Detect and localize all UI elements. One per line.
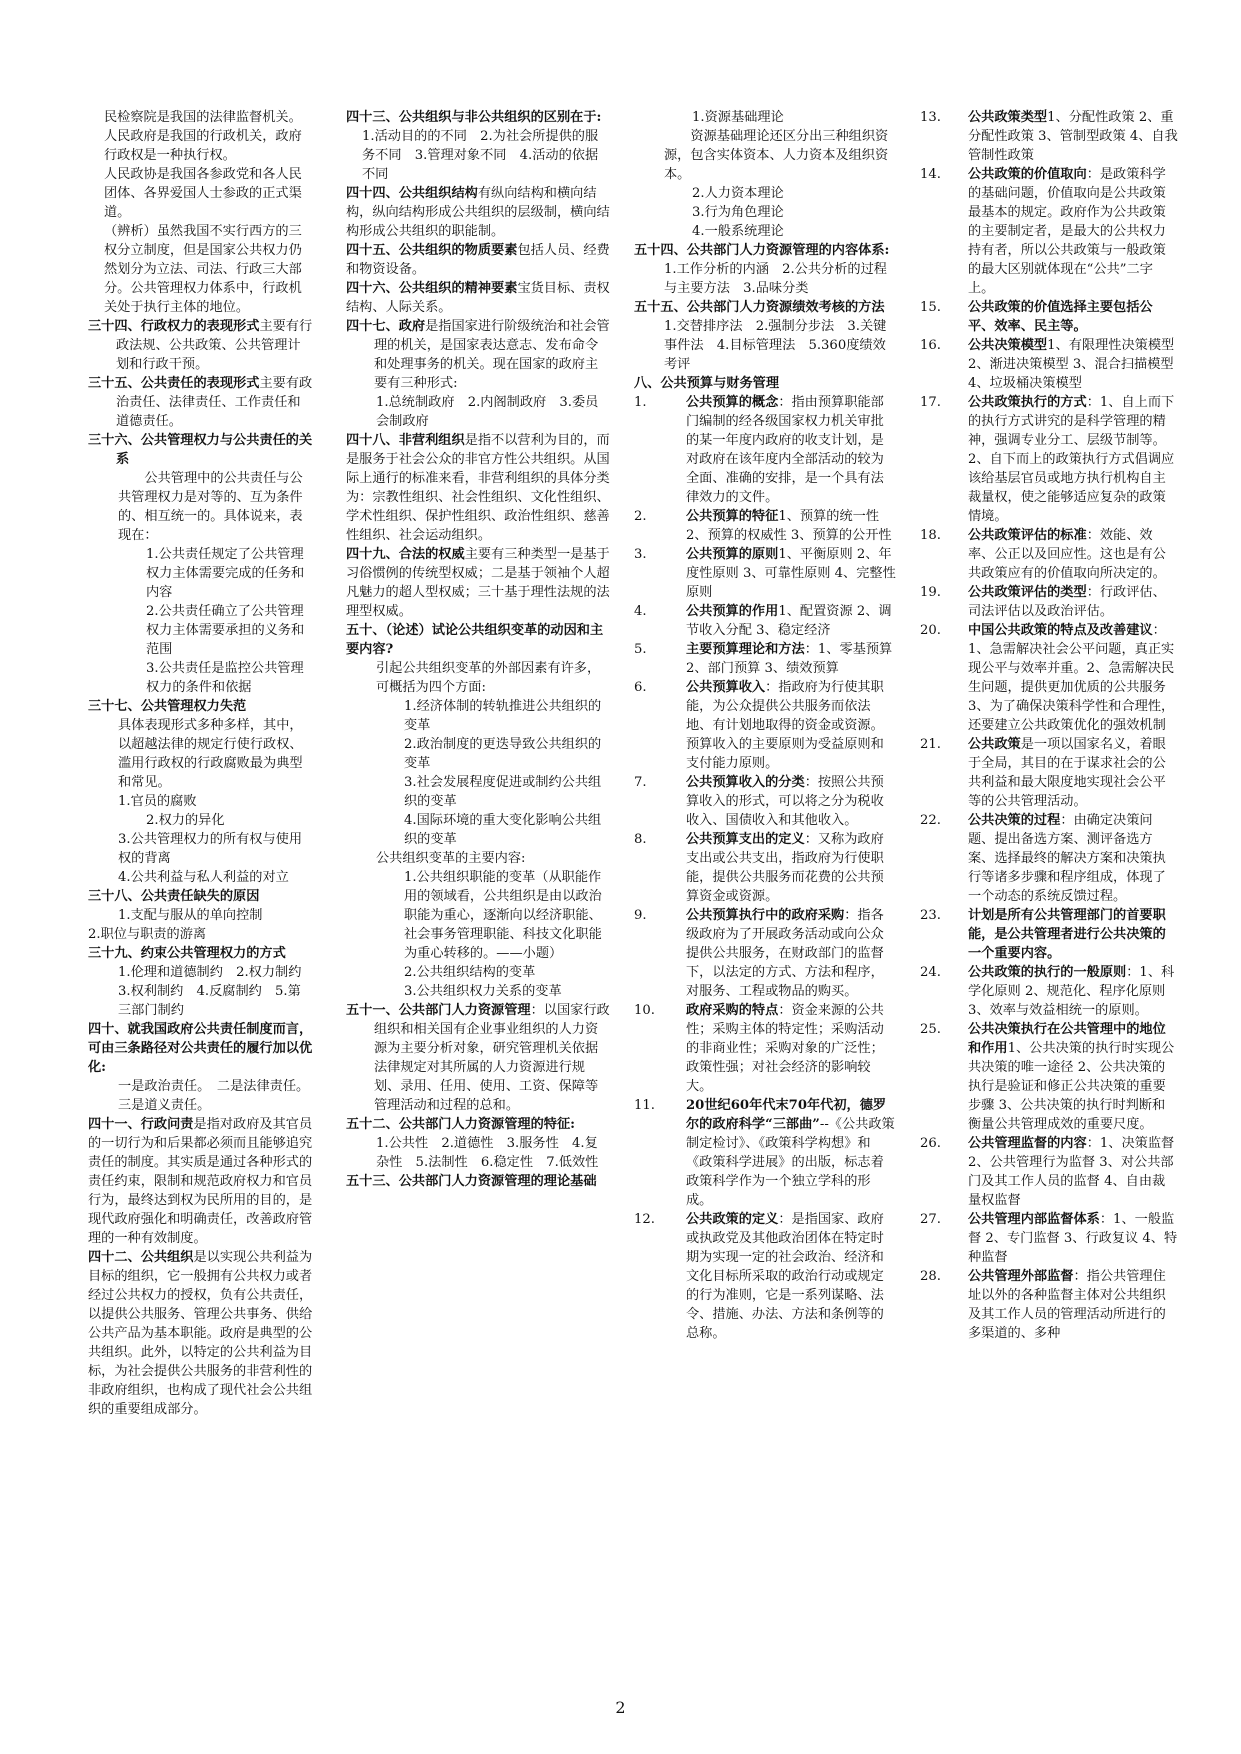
item-text: 是一项以国家名义，着眼于全局，其目的在于谋求社会的公共利益和最大限度地实现社会公平等的公共管理活动。 xyxy=(968,737,1166,809)
section-heading-paragraph xyxy=(346,279,610,317)
item-text: ：1、决策监督 2、公共管理行为监督 3、对公共部门及其工作人员的监督 4、自由裁量权监督 xyxy=(968,1136,1175,1208)
item-number: 7. xyxy=(634,775,647,790)
section-heading-paragraph xyxy=(346,621,610,659)
item-heading: 公共政策的执行的一般原则 xyxy=(968,965,1127,980)
section-heading-paragraph xyxy=(88,374,313,431)
text-paragraph xyxy=(88,165,313,222)
section-heading-paragraph xyxy=(88,944,313,963)
item-text: ：1、自上而下的执行方式讲究的是科学管理的精神，强调专业分工、层级节制等。2、自下而上的政策执行方式倡调应该给基层官员或地方执行机构自主裁量权，使之能够适应复杂的政策情境。 xyxy=(968,395,1175,524)
paragraph-text: 2.职位与职责的游离 xyxy=(88,927,207,942)
text-paragraph xyxy=(346,811,610,849)
item-heading: 公共预算的原则 xyxy=(686,547,779,562)
item-number: 6. xyxy=(634,680,647,695)
section-heading: 五十二、公共部门人力资源管理的特征: xyxy=(346,1117,576,1132)
paragraph-text: 1.交替排序法 2.强制分步法 3.关键事件法 4.目标管理法 5.360度绩效考评 xyxy=(664,319,887,372)
item-heading: 公共政策的价值取向 xyxy=(968,167,1087,182)
item-heading: 20世纪60年代末70年代初，德罗尔的政府科学“三部曲” xyxy=(686,1098,887,1132)
text-paragraph xyxy=(88,925,313,944)
paragraph-text: 人民政府是我国的行政机关，政府行政权是一种执行权。 xyxy=(104,129,302,163)
item-text: ：是政策科学的基础问题，价值取向是公共政策最基本的规定。政府作为公共政策的主要制定者，是最大的公共权力持有者，所以公共政策与一般政策的最大区别就体现在“公共”二字上。 xyxy=(968,167,1166,296)
item-text: 1、配置资源 2、调节收入分配 3、稳定经济 xyxy=(686,604,892,638)
item-number: 14. xyxy=(920,167,941,182)
column-1 xyxy=(88,108,316,1648)
section-heading: 五十四、公共部门人力资源管理的内容体系: xyxy=(634,243,890,258)
item-body xyxy=(686,678,896,773)
item-body xyxy=(968,906,1178,963)
item-number: 1. xyxy=(634,395,647,410)
item-text: ：行政评估、司法评估以及政治评估。 xyxy=(968,585,1166,619)
item-number: 11. xyxy=(634,1098,655,1113)
paragraph-text: ：以国家行政组织和相关国有企业事业组织的人力资源为主要分析对象，研究管理机关依据法律规定对其所属的人力资源进行规划、录用、任用、使用、工资、保障等管理活动和过程的总和。 xyxy=(374,1003,610,1113)
item-number: 27. xyxy=(920,1212,941,1227)
paragraph-text: 1.官员的腐败 xyxy=(118,794,197,809)
item-heading: 公共决策执行在公共管理中的地位和作用 xyxy=(968,1022,1166,1056)
text-paragraph xyxy=(346,127,610,184)
section-heading-paragraph xyxy=(346,431,610,545)
section-heading-paragraph xyxy=(88,887,313,906)
item-number: 3. xyxy=(634,547,647,562)
paragraph-text: 是指对政府及其官员的一切行为和后果都必须而且能够追究责任的制度。其实质是通过各种形式的责任约束，限制和规范政府权力和官员行为，最终达到权为民所用的目的，是现代政府强化和明确责任，改善政府管理的一种有效制度。 xyxy=(88,1117,313,1246)
item-heading: 公共管理监督的内容 xyxy=(968,1136,1087,1151)
paragraph-text: 1.公共性 2.道德性 3.服务性 4.复杂性 5.法制性 6.稳定性 7.低效性 xyxy=(376,1136,599,1170)
numbered-item xyxy=(920,1134,1178,1210)
paragraph-text: 1.活动目的的不同 2.为社会所提供的服务不同 3.管理对象不同 4.活动的依据不同 xyxy=(362,129,599,182)
item-number: 18. xyxy=(920,528,941,543)
item-number: 24. xyxy=(920,965,941,980)
paragraph-text: 3.行为角色理论 xyxy=(692,205,784,220)
item-text: 1、预算的统一性 2、预算的权威性 3、预算的公开性 xyxy=(686,509,892,543)
paragraph-text: 1.总统制政府 2.内阁制政府 3.委员会制政府 xyxy=(376,395,599,429)
section-heading: 四十三、公共组织与非公共组织的区别在于: xyxy=(346,110,602,125)
item-number: 13. xyxy=(920,110,941,125)
text-paragraph xyxy=(88,868,313,887)
item-text: ：是指国家、政府或执政党及其他政治团体在特定时期为实现一定的社会政治、经济和文化目标所采取的政治行动或规定的行为准则，它是一系列谋略、法令、措施、办法、方法和条例等的总称。 xyxy=(686,1212,884,1341)
item-heading: 政府采购的特点 xyxy=(686,1003,779,1018)
section-heading-paragraph xyxy=(346,241,610,279)
section-heading: 三十四、行政权力的表现形式 xyxy=(88,319,260,334)
text-paragraph xyxy=(634,127,896,184)
paragraph-text: 1.伦理和道德制约 2.权力制约 3.权利制约 4.反腐制约 5.第三部门制约 xyxy=(118,965,315,1018)
paragraph-text: 1.支配与服从的单向控制 xyxy=(118,908,263,923)
text-paragraph xyxy=(346,773,610,811)
paragraph-text: 主要有行政法规、公共政策、公共管理计划和行政干预。 xyxy=(116,319,313,372)
item-heading: 公共政策的价值选择主要包括公平、效率、民主等。 xyxy=(968,300,1153,334)
item-number: 5. xyxy=(634,642,647,657)
numbered-item xyxy=(920,1020,1178,1134)
item-body xyxy=(968,1020,1178,1134)
item-heading: 公共政策的定义 xyxy=(686,1212,779,1227)
numbered-item xyxy=(920,583,1178,621)
numbered-item xyxy=(920,393,1178,526)
item-number: 12. xyxy=(634,1212,655,1227)
item-heading: 公共管理内部监督体系 xyxy=(968,1212,1100,1227)
item-number: 19. xyxy=(920,585,941,600)
item-body xyxy=(686,1001,896,1096)
paragraph-text: 4.公共利益与私人利益的对立 xyxy=(118,870,289,885)
paragraph-text: 宝货目标、责权结构、人际关系。 xyxy=(346,281,610,315)
section-heading: 八、公共预算与财务管理 xyxy=(634,376,780,391)
numbered-item xyxy=(920,336,1178,393)
item-number: 10. xyxy=(634,1003,655,1018)
text-paragraph xyxy=(346,697,610,735)
numbered-item xyxy=(634,545,896,602)
item-heading: 公共预算收入 xyxy=(686,680,766,695)
item-heading: 公共预算收入的分类 xyxy=(686,775,805,790)
item-number: 15. xyxy=(920,300,941,315)
paragraph-text: 是指不以营利为目的，而是服务于社会公众的非官方性公共组织。从国际上通行的标准来看，非营利组织的具体分类为：宗教性组织、社会性组织、文化性组织、学术性组织、保护性组织、政治性组织、慈善性组织、社会运动组织。 xyxy=(346,433,610,543)
item-text: ：由确定决策问题、提出备选方案、测评备选方案、选择最终的解决方案和决策执行等诸多步骤和程序组成，体现了一个动态的系统反馈过程。 xyxy=(968,813,1166,904)
item-heading: 公共预算执行中的政府采购 xyxy=(686,908,845,923)
text-paragraph xyxy=(634,203,896,222)
item-body xyxy=(968,393,1178,526)
numbered-item xyxy=(634,1210,896,1343)
paragraph-text: 一是政治责任。 二是法律责任。 三是道义责任。 xyxy=(118,1079,316,1113)
item-text: ：指由预算职能部门编制的经各级国家权力机关审批的某一年度内政府的收支计划，是对政府在该年度内全部活动的较为全面、准确的安排，是一个具有法律效力的文件。 xyxy=(686,395,884,505)
item-body xyxy=(686,1210,896,1343)
paragraph-text: 民检察院是我国的法律监督机关。 xyxy=(104,110,302,125)
item-heading: 公共预算的概念 xyxy=(686,395,779,410)
section-heading: 五十一、公共部门人力资源管理 xyxy=(346,1003,531,1018)
item-text: 1、有限理性决策模型 2、渐进决策模型 3、混合扫描模型 4、垃圾桶决策模型 xyxy=(968,338,1175,391)
paragraph-text: 2.政治制度的更迭导致公共组织的变革 xyxy=(404,737,602,771)
item-number: 20. xyxy=(920,623,941,638)
section-heading-paragraph xyxy=(88,431,313,469)
paragraph-text: 1.公共责任规定了公共管理权力主体需要完成的任务和内容 xyxy=(146,547,305,600)
text-paragraph xyxy=(88,469,313,545)
text-paragraph xyxy=(88,963,313,1020)
item-text: 1、分配性政策 2、重分配性政策 3、管制型政策 4、自我管制性政策 xyxy=(968,110,1178,163)
paragraph-text: 3.公共管理权力的所有权与使用权的背离 xyxy=(118,832,303,866)
item-text: ：指政府为行使其职能，为公众提供公共服务而依法地、有计划地取得的资金或资源。预算收入的主要原则为受益原则和支付能力原则。 xyxy=(686,680,884,771)
text-paragraph xyxy=(346,1134,610,1172)
numbered-item xyxy=(634,1001,896,1096)
text-paragraph xyxy=(88,545,313,602)
paragraph-text: 是指国家进行阶级统治和社会管理的机关，是国家表达意志、发布命令和处理事务的机关。现在国家的政府主要有三种形式: xyxy=(374,319,610,391)
section-heading-paragraph xyxy=(88,1020,313,1077)
paragraph-text: 2.人力资本理论 xyxy=(692,186,784,201)
item-body xyxy=(686,602,896,640)
section-heading-paragraph xyxy=(346,545,610,621)
text-paragraph xyxy=(88,602,313,659)
text-paragraph xyxy=(88,108,313,127)
text-paragraph xyxy=(346,868,610,963)
numbered-item xyxy=(920,165,1178,298)
item-number: 2. xyxy=(634,509,647,524)
item-text: ：效能、效率、公正以及回应性。这也是有公共政策应有的价值取向所决定的。 xyxy=(968,528,1166,581)
item-heading: 公共决策的过程 xyxy=(968,813,1061,828)
section-heading: 四十一、行政问责 xyxy=(88,1117,194,1132)
text-paragraph xyxy=(346,963,610,982)
text-paragraph xyxy=(634,260,896,298)
item-body xyxy=(968,336,1178,393)
section-heading-paragraph xyxy=(346,1001,610,1115)
column-2 xyxy=(346,108,610,1648)
item-body xyxy=(968,963,1178,1020)
numbered-item xyxy=(634,906,896,1001)
item-body xyxy=(968,735,1178,811)
item-text: 1、公共决策的执行时实现公共决策的唯一途径 2、公共决策的执行是验证和修正公共决策的重要步骤 3、公共决策的执行时判断和衡量公共管理成效的重要尺度。 xyxy=(968,1041,1175,1132)
paragraph-text: 3.公共责任是监控公共管理权力的条件和依据 xyxy=(146,661,304,695)
item-text: ：1、零基预算 2、部门预算 3、绩效预算 xyxy=(686,642,893,676)
paragraph-text: 人民政协是我国各参政党和各人民团体、各界爱国人士参政的正式渠道。 xyxy=(104,167,302,220)
paragraph-text: 4.一般系统理论 xyxy=(692,224,784,239)
text-paragraph xyxy=(88,792,313,811)
section-heading-paragraph xyxy=(346,184,610,241)
section-heading-paragraph xyxy=(88,317,313,374)
text-paragraph xyxy=(634,317,896,374)
paragraph-text: 2.公共责任确立了公共管理权力主体需要承担的义务和范围 xyxy=(146,604,305,657)
page-number: 2 xyxy=(615,1698,626,1717)
section-heading-paragraph xyxy=(88,1115,313,1248)
item-heading: 计划是所有公共管理部门的首要职能，是公共管理者进行公共决策的一个重要内容。 xyxy=(968,908,1166,961)
item-heading: 公共决策模型 xyxy=(968,338,1048,353)
paragraph-text: 1.工作分析的内涵 2.公共分析的过程与主要方法 3.品味分类 xyxy=(664,262,887,296)
item-text: ：1、科学化原则 2、规范化、程序化原则 3、效率与效益相统一的原则。 xyxy=(968,965,1175,1018)
item-number: 22. xyxy=(920,813,941,828)
item-heading: 公共预算的作用 xyxy=(686,604,779,619)
item-number: 4. xyxy=(634,604,647,619)
item-text: 1、平衡原则 2、年度性原则 3、可靠性原则 4、完整性原则 xyxy=(686,547,896,600)
item-body xyxy=(968,1210,1178,1267)
paragraph-text: 公共组织变革的主要内容: xyxy=(376,851,526,866)
text-paragraph xyxy=(88,906,313,925)
numbered-item xyxy=(920,811,1178,906)
numbered-item xyxy=(920,1210,1178,1267)
paragraph-text: 具体表现形式多种多样，其中，以超越法律的规定行使行政权、滥用行政权的行政腐败最为典型和常见。 xyxy=(118,718,303,790)
numbered-item xyxy=(634,507,896,545)
numbered-item xyxy=(634,393,896,507)
item-body xyxy=(686,773,896,830)
section-heading: 五十三、公共部门人力资源管理的理论基础 xyxy=(346,1174,597,1189)
item-body xyxy=(968,1267,1178,1343)
column-4 xyxy=(920,108,1178,1648)
text-paragraph xyxy=(634,184,896,203)
numbered-item xyxy=(920,906,1178,963)
numbered-item xyxy=(920,735,1178,811)
item-number: 25. xyxy=(920,1022,941,1037)
item-number: 16. xyxy=(920,338,941,353)
text-paragraph xyxy=(88,222,313,317)
item-text: ：指各级政府为了开展政务活动或向公众提供公共服务，在财政部门的监督下，以法定的方式、方法和程序，对服务、工程或物品的购买。 xyxy=(686,908,884,999)
item-heading: 公共政策评估的标准 xyxy=(968,528,1087,543)
item-body xyxy=(968,811,1178,906)
item-text: ：1、一般监督 2、专门监督 3、行政复议 4、特种监督 xyxy=(968,1212,1178,1265)
text-paragraph xyxy=(346,393,610,431)
paragraph-text: 3.公共组织权力关系的变革 xyxy=(404,984,562,999)
text-paragraph xyxy=(346,982,610,1001)
section-heading-paragraph xyxy=(634,374,896,393)
section-heading: 四十五、公共组织的物质要素 xyxy=(346,243,518,258)
item-text: ：1、急需解决社会公平问题，真正实现公平与效率并重。2、急需解决民生问题，提供更加优质的公共服务 3、为了确保决策科学性和合理性，还要建立公共政策优化的强效机制 xyxy=(968,623,1175,733)
section-heading: 四十九、合法的权威 xyxy=(346,547,465,562)
section-heading: 三十五、公共责任的表现形式 xyxy=(88,376,260,391)
section-heading: 四十、就我国政府公共责任制度而言，可由三条路径对公共责任的履行加以优化: xyxy=(88,1022,313,1075)
numbered-item xyxy=(634,640,896,678)
numbered-item xyxy=(634,830,896,906)
paragraph-text: 是以实现公共利益为目标的组织，它一般拥有公共权力或者经过公共权力的授权，负有公共责任，以提供公共服务、管理公共事务、供给公共产品为基本职能。政府是典型的公共组织。此外，以特定的公共利益为目标，为社会提供公共服务的非营利性的非政府组织，也构成了现代社会公共组织的重要组成部分。 xyxy=(88,1250,313,1417)
item-body xyxy=(968,108,1178,165)
item-body xyxy=(968,165,1178,298)
paragraph-text: 1.经济体制的转轨推进公共组织的变革 xyxy=(404,699,602,733)
item-text: ：资金来源的公共性；采购主体的特定性；采购活动的非商业性；采购对象的广泛性；政策性强；对社会经济的影响较大。 xyxy=(686,1003,884,1094)
paragraph-text: 2.权力的异化 xyxy=(146,813,225,828)
paragraph-text: 有纵向结构和横向结构，纵向结构形成公共组织的层级制，横向结构形成公共组织的职能制。 xyxy=(346,186,610,239)
paragraph-text: 主要有政治责任、法律责任、工作责任和道德责任。 xyxy=(116,376,313,429)
numbered-item xyxy=(920,621,1178,735)
text-paragraph xyxy=(634,222,896,241)
item-body xyxy=(968,1134,1178,1210)
paragraph-text: 3.社会发展程度促进或制约公共组织的变革 xyxy=(404,775,602,809)
section-heading-paragraph xyxy=(346,1115,610,1134)
item-body xyxy=(686,830,896,906)
text-paragraph xyxy=(88,659,313,697)
item-number: 17. xyxy=(920,395,941,410)
paragraph-text: （辨析）虽然我国不实行西方的三权分立制度，但是国家公共权力仍然划分为立法、司法、行政三大部分。公共管理权力体系中，行政机关处于执行主体的地位。 xyxy=(104,224,302,315)
item-heading: 公共预算支出的定义 xyxy=(686,832,805,847)
item-body xyxy=(686,1096,896,1210)
section-heading: 四十七、政府 xyxy=(346,319,426,334)
text-paragraph xyxy=(346,735,610,773)
text-paragraph xyxy=(346,659,610,697)
section-heading-paragraph xyxy=(634,298,896,317)
numbered-item xyxy=(634,1096,896,1210)
section-heading: 三十八、公共责任缺失的原因 xyxy=(88,889,260,904)
item-heading: 中国公共政策的特点及改善建议 xyxy=(968,623,1153,638)
text-paragraph xyxy=(346,849,610,868)
item-text: --《公共政策制定检讨》、《政策科学构想》和《政策科学进展》的出版，标志着政策科学作为一个独立学科的形成。 xyxy=(686,1117,895,1208)
numbered-item xyxy=(920,1267,1178,1343)
item-text: ：又称为政府支出或公共支出，指政府为行使职能，提供公共服务而花费的公共预算资金或资源。 xyxy=(686,832,884,904)
item-body xyxy=(968,526,1178,583)
item-heading: 公共政策 xyxy=(968,737,1021,752)
item-heading: 公共政策类型 xyxy=(968,110,1048,125)
text-paragraph xyxy=(88,811,313,830)
section-heading: 四十八、非营利组织 xyxy=(346,433,465,448)
section-heading: 三十六、公共管理权力与公共责任的关系 xyxy=(88,433,313,467)
item-body xyxy=(968,621,1178,735)
section-heading-paragraph xyxy=(346,317,610,393)
item-body xyxy=(968,583,1178,621)
text-paragraph xyxy=(88,716,313,792)
text-paragraph xyxy=(88,830,313,868)
paragraph-text: 引起公共组织变革的外部因素有许多，可概括为四个方面: xyxy=(376,661,601,695)
item-text: ：按照公共预算收入的形式，可以将之分为税收收入、国债收入和其他收入。 xyxy=(686,775,884,828)
numbered-item xyxy=(920,298,1178,336)
item-body xyxy=(686,507,896,545)
item-heading: 公共预算的特征 xyxy=(686,509,779,524)
paragraph-text: 包括人员、经费和物资设备。 xyxy=(346,243,610,277)
section-heading: 三十七、公共管理权力失范 xyxy=(88,699,247,714)
section-heading: 四十二、公共组织 xyxy=(88,1250,194,1265)
item-heading: 公共管理外部监督 xyxy=(968,1269,1074,1284)
section-heading: 三十九、约束公共管理权力的方式 xyxy=(88,946,286,961)
section-heading-paragraph xyxy=(88,1248,313,1419)
item-body xyxy=(686,545,896,602)
text-paragraph xyxy=(88,1077,316,1115)
item-body xyxy=(686,640,896,678)
section-heading-paragraph xyxy=(88,697,313,716)
numbered-item xyxy=(634,678,896,773)
item-heading: 主要预算理论和方法 xyxy=(686,642,805,657)
section-heading-paragraph xyxy=(634,241,896,260)
paragraph-text: 主要有三种类型一是基于习俗惯例的传统型权威；二是基于领袖个人超凡魅力的超人型权威；三十基于理性法规的法理型权威。 xyxy=(346,547,610,619)
item-heading: 公共政策评估的类型 xyxy=(968,585,1087,600)
column-3 xyxy=(634,108,896,1648)
numbered-item xyxy=(920,963,1178,1020)
item-body xyxy=(968,298,1178,336)
paragraph-text: 公共管理中的公共责任与公共管理权力是对等的、互为条件的、相互统一的。具体说来，表现在： xyxy=(118,471,303,543)
text-paragraph xyxy=(634,108,896,127)
numbered-item xyxy=(634,602,896,640)
item-number: 26. xyxy=(920,1136,941,1151)
section-heading: 四十六、公共组织的精神要素 xyxy=(346,281,518,296)
paragraph-text: 4.国际环境的重大变化影响公共组织的变革 xyxy=(404,813,602,847)
numbered-item xyxy=(634,773,896,830)
item-number: 21. xyxy=(920,737,941,752)
item-body xyxy=(686,393,896,507)
item-number: 23. xyxy=(920,908,941,923)
item-text: ：指公共管理住址以外的各种监督主体对公共组织及其工作人员的管理活动所进行的多渠道的、多种 xyxy=(968,1269,1166,1341)
numbered-item xyxy=(920,108,1178,165)
item-heading: 公共政策执行的方式 xyxy=(968,395,1087,410)
section-heading-paragraph xyxy=(346,108,610,127)
item-number: 28. xyxy=(920,1269,941,1284)
item-body xyxy=(686,906,896,1001)
item-number: 8. xyxy=(634,832,647,847)
section-heading: 五十五、公共部门人力资源绩效考核的方法 xyxy=(634,300,885,315)
section-heading: 五十、（论述）试论公共组织变革的动因和主要内容? xyxy=(346,623,604,657)
paragraph-text: 资源基础理论还区分出三种组织资源，包含实体资本、人力资本及组织资本。 xyxy=(664,129,889,182)
paragraph-text: 1.公共组织职能的变革（从职能作用的领域看，公共组织是由以政治职能为重心，逐渐向以经济职能、社会事务管理职能、科技文化职能为重心转移的。——小题） xyxy=(404,870,602,961)
section-heading: 四十四、公共组织结构 xyxy=(346,186,478,201)
paragraph-text: 1.资源基础理论 xyxy=(692,110,784,125)
numbered-item xyxy=(920,526,1178,583)
section-heading-paragraph xyxy=(346,1172,610,1191)
paragraph-text: 2.公共组织结构的变革 xyxy=(404,965,536,980)
item-number: 9. xyxy=(634,908,647,923)
text-paragraph xyxy=(88,127,313,165)
